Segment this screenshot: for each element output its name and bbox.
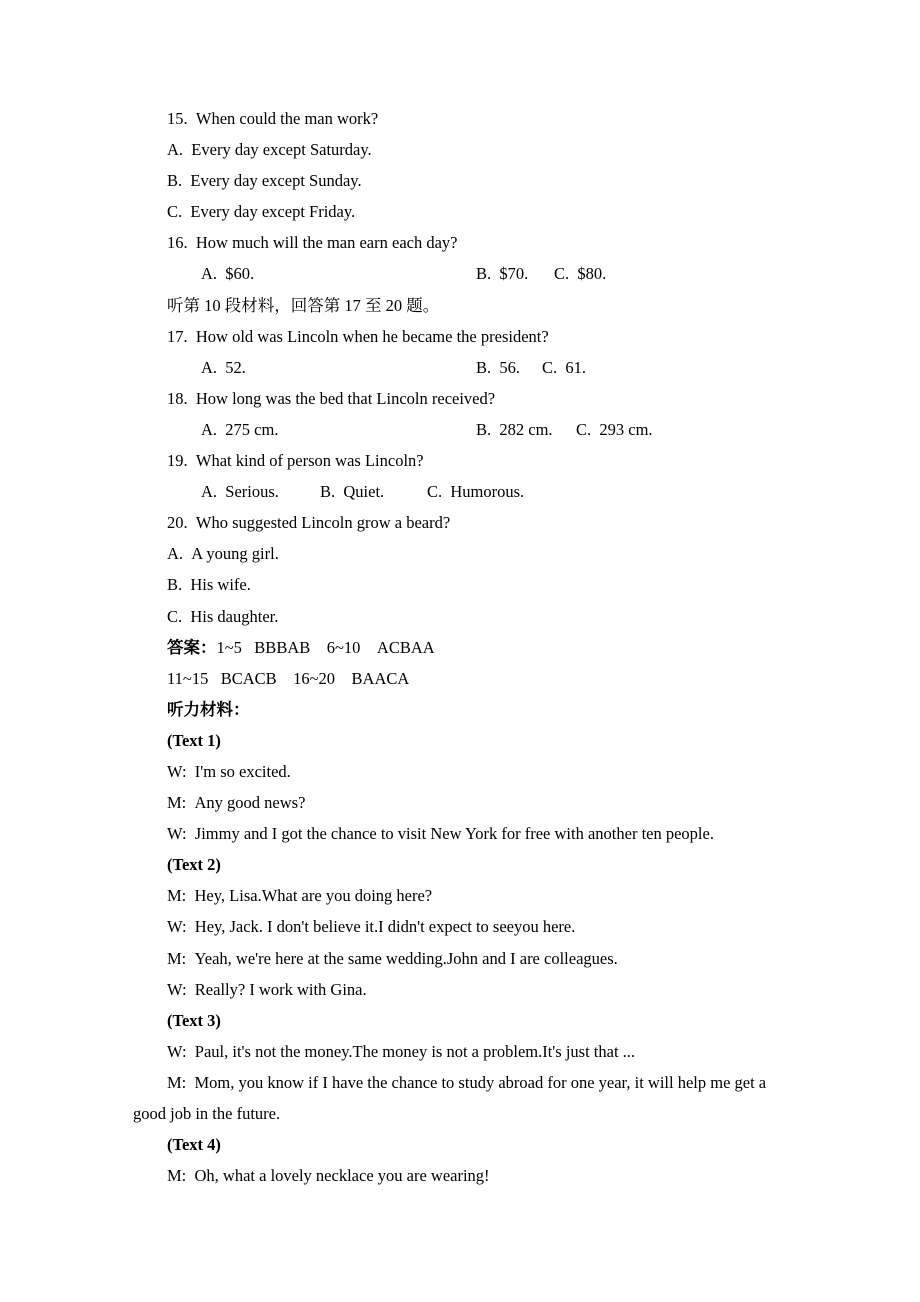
answer-key-values-1: 1~5 BBBAB 6~10 ACBAA bbox=[216, 637, 435, 657]
question-16-options-row bbox=[133, 258, 788, 289]
question-15-option-c: C. Every day except Friday. bbox=[167, 202, 356, 222]
answer-key-line-1 bbox=[133, 632, 788, 663]
question-20-title: 20. Who suggested Lincoln grow a beard? bbox=[167, 513, 451, 533]
question-19-options-row bbox=[133, 476, 788, 507]
question-18-option-b: B. 282 cm. bbox=[476, 419, 553, 439]
transcript-text-3-label: (Text 3) bbox=[167, 1010, 221, 1030]
section-instruction: 听第 10 段材料，回答第 17 至 20 题。 bbox=[167, 295, 440, 315]
question-16-option-a: A. $60. bbox=[201, 264, 255, 284]
transcript-heading: 听力材料： bbox=[167, 699, 250, 719]
dialogue-line: M: Oh, what a lovely necklace you are wearing! bbox=[167, 1166, 490, 1186]
question-19-option-c: C. Humorous. bbox=[427, 482, 525, 502]
question-15-title: 15. When could the man work? bbox=[167, 109, 379, 128]
question-19-option-a: A. Serious. bbox=[201, 482, 279, 502]
question-20-option-c: C. His daughter. bbox=[167, 606, 279, 626]
question-18-title: 18. How long was the bed that Lincoln received? bbox=[167, 388, 496, 408]
question-16-option-c: C. $80. bbox=[554, 264, 607, 284]
question-19-option-b: B. Quiet. bbox=[320, 482, 385, 502]
question-18-options-row bbox=[133, 414, 788, 445]
dialogue-line: W: I'm so excited. bbox=[167, 761, 291, 781]
dialogue-line: W: Hey, Jack. I don't believe it.I didn't expect to seeyou here. bbox=[167, 917, 576, 937]
dialogue-line: M: Hey, Lisa.What are you doing here? bbox=[167, 886, 433, 906]
question-15-option-b: B. Every day except Sunday. bbox=[167, 171, 362, 191]
answer-key-label: 答案： bbox=[167, 637, 217, 657]
dialogue-line-wrapping: M: Mom, you know if I have the chance to study abroad for one year, it will help me get a good job in the future. bbox=[133, 1072, 767, 1123]
answer-key-line-2: 11~15 BCACB 16~20 BAACA bbox=[167, 668, 410, 688]
dialogue-line: M: Yeah, we're here at the same wedding.John and I are colleagues. bbox=[167, 948, 618, 968]
dialogue-line: W: Paul, it's not the money.The money is not a problem.It's just that ... bbox=[167, 1041, 636, 1061]
question-18-option-c: C. 293 cm. bbox=[576, 419, 653, 439]
dialogue-line: W: Really? I work with Gina. bbox=[167, 979, 367, 999]
transcript-text-4-label: (Text 4) bbox=[167, 1135, 221, 1155]
question-16-option-b: B. $70. bbox=[476, 264, 529, 284]
transcript-text-1-label: (Text 1) bbox=[167, 730, 221, 750]
question-20-option-a: A. A young girl. bbox=[167, 544, 279, 564]
question-17-title: 17. How old was Lincoln when he became the president? bbox=[167, 326, 549, 346]
question-18-option-a: A. 275 cm. bbox=[201, 419, 279, 439]
question-15-option-a: A. Every day except Saturday. bbox=[167, 140, 372, 160]
dialogue-line: M: Any good news? bbox=[167, 793, 306, 813]
question-17-option-c: C. 61. bbox=[542, 357, 587, 377]
question-16-title: 16. How much will the man earn each day? bbox=[167, 233, 458, 253]
question-17-option-b: B. 56. bbox=[476, 357, 521, 377]
dialogue-line: W: Jimmy and I got the chance to visit New York for free with another ten people. bbox=[167, 824, 714, 844]
question-17-options-row bbox=[133, 352, 788, 383]
question-19-title: 19. What kind of person was Lincoln? bbox=[167, 451, 424, 471]
question-20-option-b: B. His wife. bbox=[167, 575, 251, 595]
question-17-option-a: A. 52. bbox=[201, 357, 246, 377]
document-content bbox=[133, 103, 788, 1191]
transcript-text-2-label: (Text 2) bbox=[167, 855, 221, 875]
